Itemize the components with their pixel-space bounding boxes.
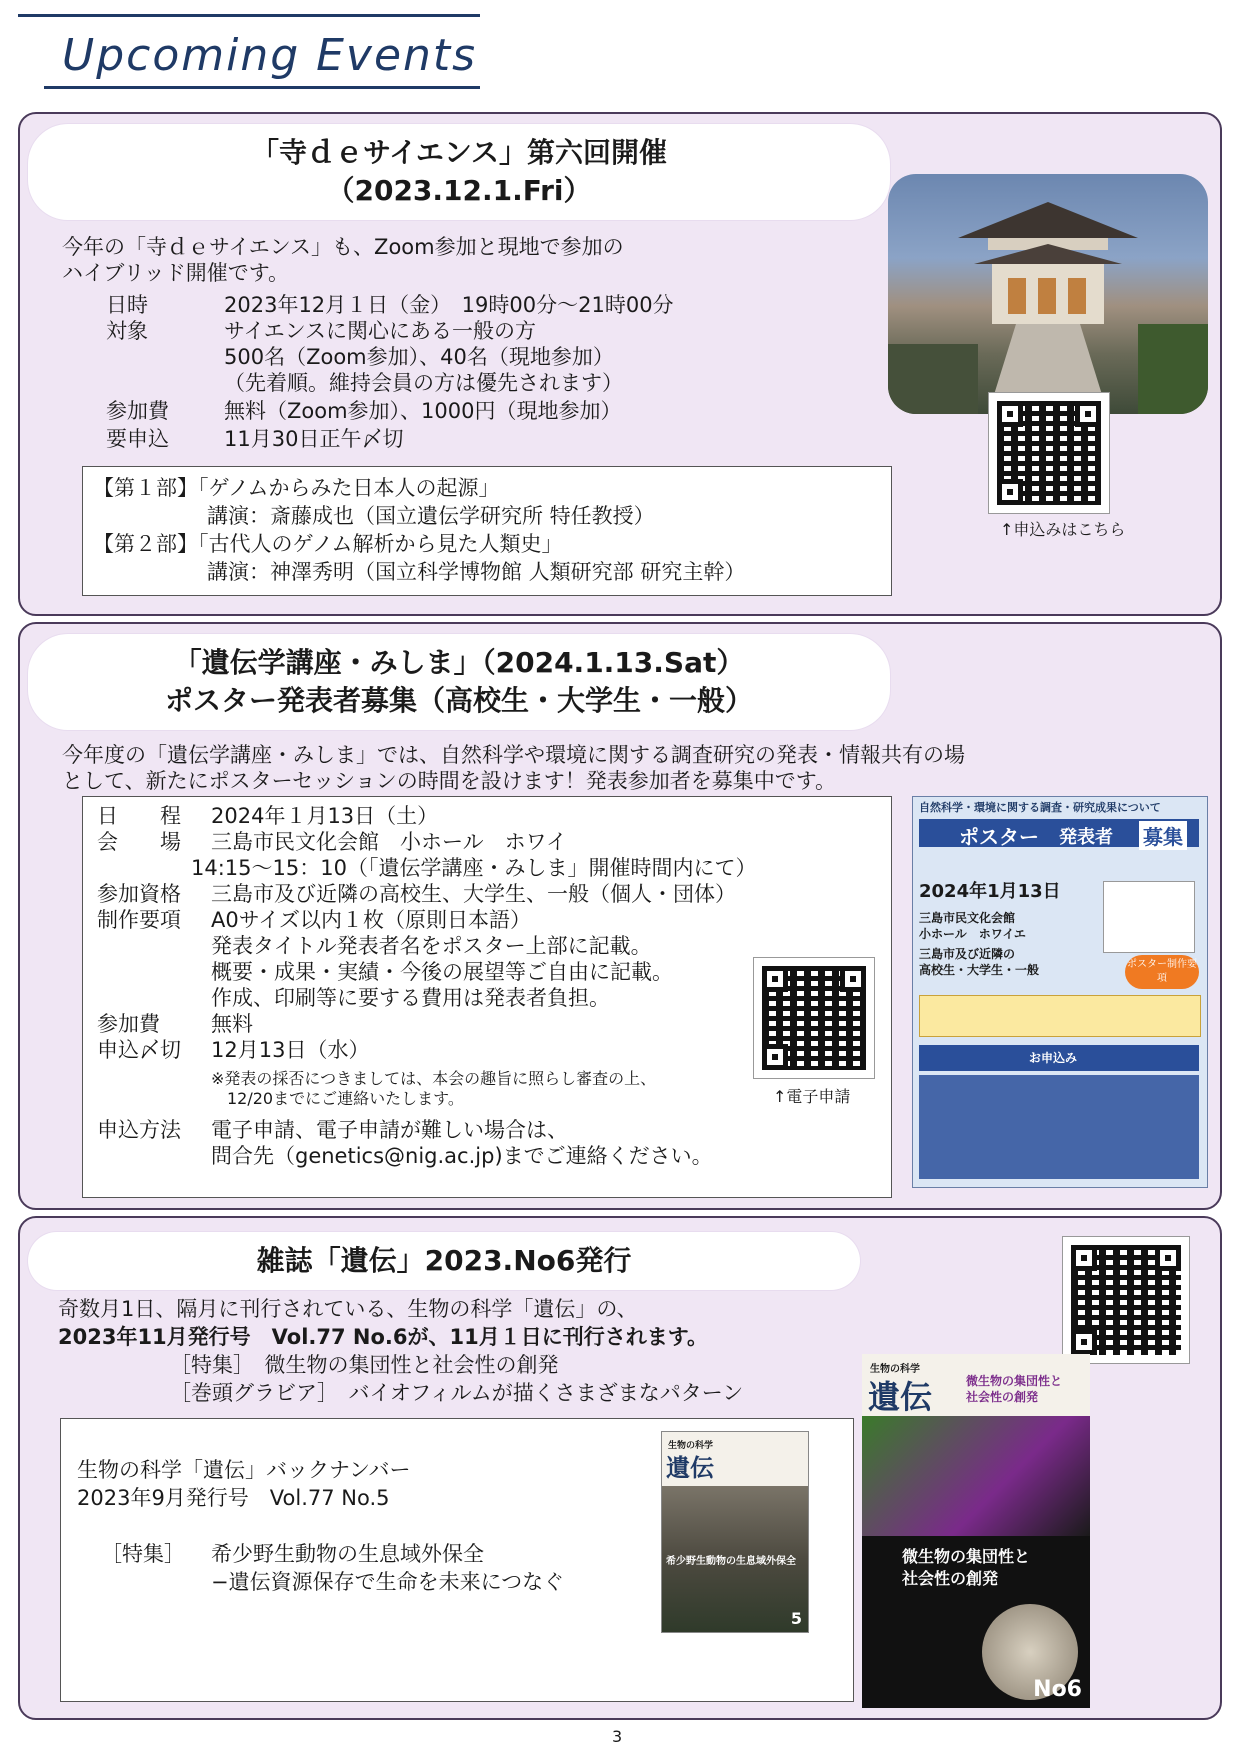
cover-large-mag: 遺伝 [868, 1378, 933, 1416]
event1-row-label: 対象 [106, 319, 148, 343]
cover-large-headline2: 社会性の創発 [966, 1390, 1039, 1404]
cover-large-no: No6 [1033, 1677, 1082, 1702]
event2-intro-2: として、新たにポスターセッションの時間を設けます！発表参加者を募集中です。 [62, 769, 837, 793]
event2-row-value: 三島市民文化会館 小ホール ホワイ [211, 830, 567, 854]
event1-row-value: （先着順。維持会員の方は優先されます） [224, 371, 623, 395]
program-line: 講演：神澤秀明（国立科学博物館 人類研究部 研究主幹） [207, 560, 746, 584]
event2-title-line2: ポスター発表者募集（高校生・大学生・一般） [164, 684, 753, 717]
event2-note-1: ※発表の採否につきましては、本会の趣旨に照らし審査の上、 [211, 1069, 657, 1088]
event3-title-pill [28, 1232, 860, 1290]
back-feature-1: 希少野生動物の生息域外保全 [211, 1542, 484, 1566]
event1-intro-1: 今年の「寺ｄｅサイエンス」も、Zoom参加と現地で参加の [62, 235, 624, 259]
current-issue-cover [862, 1354, 1090, 1708]
event1-row-label: 参加費 [106, 399, 169, 423]
event3-feature: ［特集］ 微生物の集団性と社会性の創発 [170, 1353, 559, 1377]
event3-title: 雑誌「遺伝」2023.No6発行 [256, 1244, 632, 1277]
page-number: 3 [612, 1727, 623, 1746]
event1-title-line2: （2023.12.1.Fri） [326, 174, 592, 207]
back-feature-label: ［特集］ [101, 1542, 185, 1566]
flyer-badge [1125, 955, 1199, 989]
event1-row-value: サイエンスに関心にある一般の方 [224, 319, 537, 343]
event3-line1: 奇数月1日、隔月に刊行されている、生物の科学「遺伝」の、 [58, 1297, 638, 1321]
temple-illustration [888, 174, 1208, 414]
program-line: 講演：斎藤成也（国立遺伝学研究所 特任教授） [207, 504, 655, 528]
event3-qr-code[interactable] [1062, 1236, 1190, 1364]
back-issue: 2023年9月発行号 Vol.77 No.5 [77, 1486, 390, 1510]
event2-row-value: 12月13日（水） [211, 1038, 370, 1062]
event2-row-value: 2024年１月13日（土） [211, 804, 439, 828]
event1-row-value: 500名（Zoom参加）、40名（現地参加） [224, 345, 614, 369]
flyer-apply: お申込み [1029, 1051, 1078, 1065]
event2-row-label: 申込〆切 [97, 1038, 181, 1062]
event2-row-value: 作成、印刷等に要する費用は発表者負担。 [211, 986, 610, 1010]
event1-row-label: 日時 [106, 293, 148, 317]
back-title: 生物の科学「遺伝」バックナンバー [77, 1458, 411, 1482]
event2-apply-1: 電子申請、電子申請が難しい場合は、 [211, 1118, 568, 1142]
flyer-venue1: 三島市民文化会館 [919, 911, 1016, 925]
event3-gravure: ［巻頭グラビア］ バイオフィルムが描くさまざまなパターン [170, 1381, 744, 1405]
event1-row-label: 要申込 [106, 427, 169, 451]
event2-details-box [82, 796, 892, 1198]
flyer-info-block [919, 1075, 1199, 1179]
event1-row-value: 11月30日正午〆切 [224, 427, 404, 451]
flyer-yellow-box [919, 995, 1201, 1037]
flyer-blue-band [919, 1045, 1199, 1071]
cover-large-bottom1: 微生物の集団性と [902, 1547, 1031, 1566]
event2-intro-1: 今年度の「遺伝学講座・みしま」では、自然科学や環境に関する調査研究の発表・情報共有の場 [62, 743, 965, 767]
event2-qr-caption: ↑電子申請 [773, 1087, 851, 1106]
back-feature-2: −遺伝資源保存で生命を未来につなぐ [211, 1570, 565, 1594]
event2-row-label: 参加資格 [97, 882, 181, 906]
event3-section [18, 1216, 1222, 1720]
event2-row-label: 会 場 [97, 830, 181, 854]
flyer-venue2: 小ホール ホワイエ [919, 927, 1026, 941]
flyer-banner-c: 募集 [1139, 821, 1187, 850]
event2-row-value: 三島市及び近隣の高校生、大学生、一般（個人・団体） [211, 882, 736, 906]
event2-row-label: 制作要項 [97, 908, 181, 932]
event2-title-pill [28, 634, 890, 730]
event2-row-label: 日 程 [97, 804, 181, 828]
event1-section [18, 112, 1222, 616]
event2-title-line1: 「遺伝学講座・みしま」（2024.1.13.Sat） [173, 646, 745, 679]
temple-photo [888, 174, 1208, 414]
event2-row-value: 概要・成果・実績・今後の展望等ご自由に記載。 [211, 960, 673, 984]
flyer-banner-a: ポスター [959, 825, 1039, 849]
event2-row-value: 無料 [211, 1012, 253, 1036]
cover-small-series: 生物の科学 [668, 1441, 714, 1451]
cover-large-headline1: 微生物の集団性と [966, 1374, 1063, 1388]
header-rule-top [18, 14, 480, 17]
event2-row-value: 発表タイトル発表者名をポスター上部に記載。 [211, 934, 652, 958]
cover-small-mag: 遺伝 [666, 1454, 714, 1482]
program-line: 【第１部】「ゲノムからみた日本人の起源」 [93, 476, 500, 500]
event2-apply-2: 問合先（genetics@nig.ac.jp)までご連絡ください。 [211, 1144, 713, 1168]
cover-large-art [862, 1416, 1090, 1536]
program-line: 【第２部】「古代人のゲノム解析から見た人類史」 [93, 532, 563, 556]
event1-intro-2: ハイブリッド開催です。 [62, 261, 290, 285]
flyer-banner-b: 発表者 [1059, 827, 1113, 848]
cover-small-no: 5 [790, 1609, 802, 1628]
event1-qr-caption: ↑申込みはこちら [1000, 520, 1126, 539]
flyer-illustration [1103, 881, 1195, 953]
header-rule-bottom [44, 86, 480, 89]
flyer-target1: 三島市及び近隣の [919, 947, 1016, 961]
flyer-banner [919, 819, 1199, 847]
event2-qr-code[interactable] [753, 957, 875, 1079]
event2-row-label: 参加費 [97, 1012, 160, 1036]
flyer-header: 自然科学・環境に関する調査・研究成果について [919, 801, 1161, 814]
page-title: Upcoming Events [62, 30, 478, 81]
cover-large-bottom2: 社会性の創発 [902, 1569, 999, 1588]
event1-row-value: 2023年12月１日（金） 19時00分～21時00分 [224, 293, 674, 317]
event1-row-value: 無料（Zoom参加）、1000円（現地参加） [224, 399, 622, 423]
event2-note-2: 12/20までにご連絡いたします。 [227, 1089, 464, 1108]
event2-section [18, 622, 1222, 1210]
back-issue-cover [661, 1431, 809, 1633]
event1-title-pill [28, 124, 890, 220]
event1-program-box [82, 466, 892, 596]
cover-large-series: 生物の科学 [870, 1364, 920, 1375]
event2-row-value: A0サイズ以内１枚（原則日本語） [211, 908, 532, 932]
flyer-badge-text: ポスター制作要項 [1127, 959, 1197, 984]
event1-qr-code[interactable] [988, 392, 1110, 514]
flyer-target2: 高校生・大学生・一般 [919, 963, 1040, 977]
poster-flyer [912, 796, 1208, 1188]
event2-apply-label: 申込方法 [97, 1118, 181, 1142]
event1-title-line1: 「寺ｄｅサイエンス」第六回開催 [250, 136, 668, 169]
event3-line2: 2023年11月発行号 Vol.77 No.6が、11月１日に刊行されます。 [58, 1325, 709, 1349]
backnumber-box [60, 1418, 854, 1702]
cover-small-headline: 希少野生動物の生息域外保全 [666, 1556, 796, 1567]
event2-row-value: 14:15～15：10（「遺伝学講座・みしま」開催時間内にて） [191, 856, 757, 880]
flyer-date: 2024年1月13日 [919, 881, 1061, 902]
